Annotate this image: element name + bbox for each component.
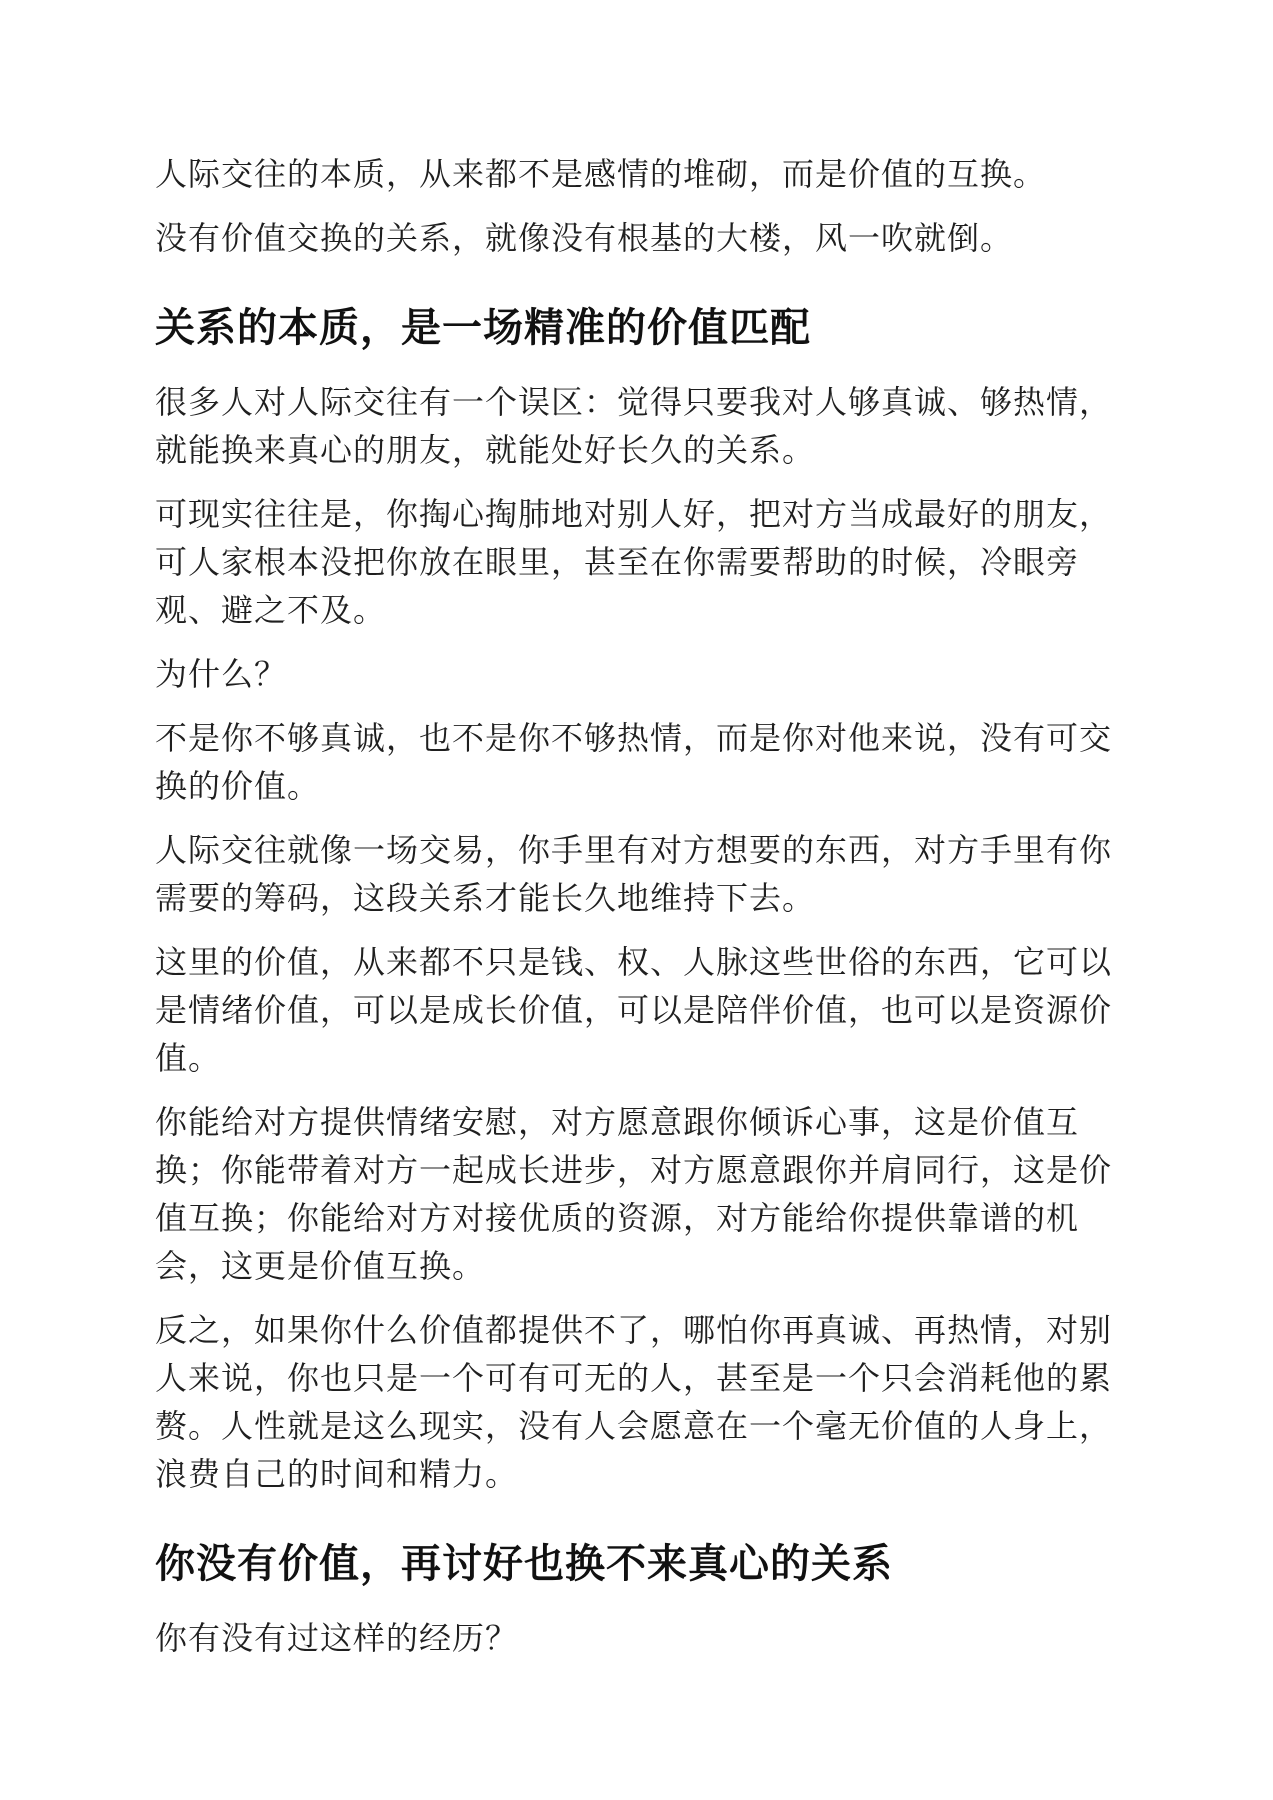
intro-paragraph-2: 没有价值交换的关系，就像没有根基的大楼，风一吹就倒。 (155, 219, 1014, 257)
section-heading-1: 关系的本质，是一场精准的价值匹配 (155, 305, 811, 351)
body-paragraph-8: 反之，如果你什么价值都提供不了，哪怕你再真诚、再热情，对别人来说，你也只是一个可有可无的人，甚至是一个只会消耗他的累赘。人性就是这么现实，没有人会愿意在一个毫无价值的人身上，浪费自己的时间和精力。 (155, 1311, 1113, 1493)
body-paragraph-5: 人际交往就像一场交易，你手里有对方想要的东西，对方手里有你需要的筹码，这段关系才能长久地维持下去。 (155, 831, 1113, 917)
intro-paragraph-1: 人际交往的本质，从来都不是感情的堆砌，而是价值的互换。 (155, 155, 1047, 193)
body-paragraph-4: 不是你不够真诚，也不是你不够热情，而是你对他来说，没有可交换的价值。 (155, 719, 1113, 805)
section-heading-2: 你没有价值，再讨好也换不来真心的关系 (155, 1541, 893, 1587)
body-paragraph-3: 为什么？ (155, 655, 288, 693)
body-paragraph-9: 你有没有过这样的经历？ (155, 1619, 519, 1657)
body-paragraph-7: 你能给对方提供情绪安慰，对方愿意跟你倾诉心事，这是价值互换；你能带着对方一起成长进步，对方愿意跟你并肩同行，这是价值互换；你能给对方对接优质的资源，对方能给你提供靠谱的机会，这更是价值互换。 (155, 1103, 1113, 1285)
body-paragraph-6: 这里的价值，从来都不只是钱、权、人脉这些世俗的东西，它可以是情绪价值，可以是成长价值，可以是陪伴价值，也可以是资源价值。 (155, 943, 1113, 1077)
document-page (155, 150, 1125, 1678)
body-paragraph-1: 很多人对人际交往有一个误区：觉得只要我对人够真诚、够热情，就能换来真心的朋友，就能处好长久的关系。 (155, 383, 1113, 469)
body-paragraph-2: 可现实往往是，你掏心掏肺地对别人好，把对方当成最好的朋友，可人家根本没把你放在眼里，甚至在你需要帮助的时候，冷眼旁观、避之不及。 (155, 495, 1113, 629)
